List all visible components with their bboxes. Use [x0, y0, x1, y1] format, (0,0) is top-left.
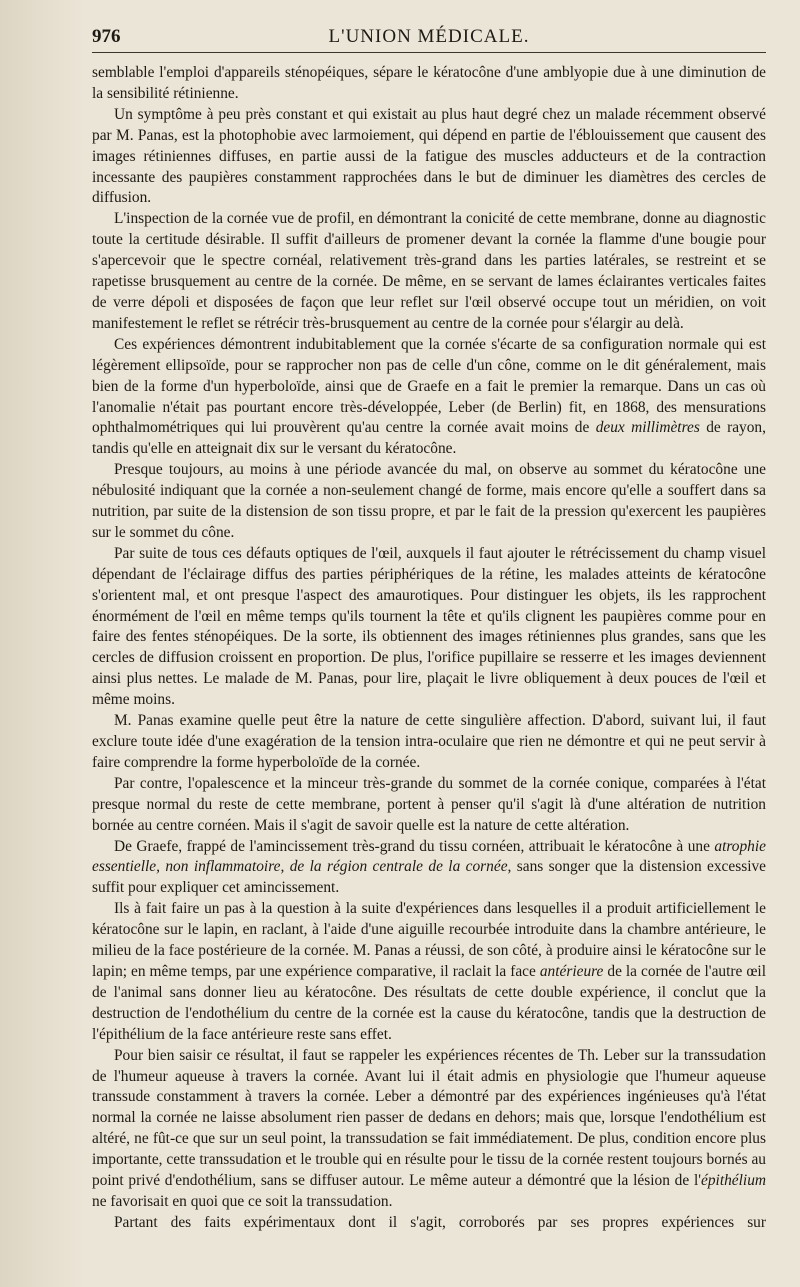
text-run: sans songer que la distension excessive suffit pour expliquer cet amincissement. [92, 858, 767, 897]
paragraph [92, 335, 766, 460]
text-run: L'inspection de la cornée vue de profil, en démontrant la conicité de cette membrane, donne au diagnostic toute la certitude désirable. Il suffit d'ailleurs de promener devant la cornée la flamme d'une bougie pour s'apercevoir que le spectre cornéal, relativement très-grand dans les parties latérales, se restreint et se rapetisse brusquement au centre de la cornée. De même, en se servant de lames éclairantes verticales faites de verre dépoli et disposées de façon que leur reflet sur l'œil observé occupe tout un méridien, on voit manifestement le reflet se rétrécir très-brusquement au centre de la cornée pour s'élargir au delà. [92, 210, 766, 332]
scan-margin-shadow [0, 0, 84, 1287]
text-run: De Graefe, frappé de l'amincissement très-grand du tissu cornéen, attribuait le kératocône à une [114, 837, 715, 855]
paragraph [92, 711, 766, 774]
italic-text: épithélium [701, 1172, 766, 1190]
page-number: 976 [92, 26, 121, 47]
paragraph [92, 105, 766, 210]
italic-text: antérieure [539, 962, 604, 980]
text-run: semblable l'emploi d'appareils sténopéiques, sépare le kératocône d'une amblyopie due à une diminution de la sensibilité rétinienne. [92, 64, 766, 102]
text-run: M. Panas examine quelle peut être la nature de cette singulière affection. D'abord, suivant lui, il faut exclure toute idée d'une exagération de la tension intra-oculaire que rien ne démontre et qui ne peut servir à faire comprendre la forme hyperboloïde de la cornée. [92, 712, 766, 771]
paragraph [92, 63, 766, 105]
paragraph [92, 774, 766, 837]
text-run: Partant des faits expérimentaux dont il s'agit, corroborés par ses propres expériences sur [114, 1213, 766, 1231]
text-run: de la cornée de l'autre œil de l'animal sans donner lieu au kératocône. Des résultats de cette double expérience, il conclut que la destruction de l'endothélium du centre de la cornée est la cause du kératocône, tandis que la destruction de l'épithélium de la face antérieure reste sans effet. [92, 962, 766, 1043]
running-title: L'UNION MÉDICALE. [328, 26, 530, 47]
text-run: de rayon, tandis qu'elle en atteignait dix sur le versant du kératocône. [92, 419, 766, 458]
paragraph [92, 460, 766, 544]
text-run: Un symptôme à peu près constant et qui existait au plus haut degré chez un malade récemment observé par M. Panas, est la photophobie avec larmoiement, qui dépend en partie de l'éblouissement que causent des images rétiniennes diffuses, en partie aussi de la fatigue des muscles adducteurs et de la contraction incessante des paupières constamment rapprochées dans le but de diminuer les diamètres des cercles de diffusion. [92, 105, 766, 207]
text-run: Pour bien saisir ce résultat, il faut se rappeler les expériences récentes de Th. Leber sur la transsudation de l'humeur aqueuse à travers la cornée. Avant lui il était admis en physiologie que l'humeur aqueuse transsude constamment à travers la cornée. Leber a démontré par des expériences ingénieuses qu'à l'état normal la cornée ne laisse absolument rien passer de dedans en dehors; mais que, lorsque l'endothélium est altéré, ne fût-ce que sur un seul point, la transsudation se fait immédiatement. De plus, condition encore plus importante, cette transsudation et le trouble qui en résulte pour le tissu de la cornée restent toujours bornés au point privé d'endothélium, sans se diffuser autour. Le même auteur a démontré que la lésion de l' [92, 1046, 766, 1190]
paragraph [92, 544, 766, 711]
text-run: ne favorisait en quoi que ce soit la transsudation. [92, 1192, 393, 1210]
paragraph [92, 1213, 766, 1234]
text-run: Par contre, l'opalescence et la minceur très-grande du sommet de la cornée conique, comparées à l'état presque normal du reste de cette membrane, portent à penser qu'il s'agit là d'une altération de nutrition bornée au centre cornéen. Mais il s'agit de savoir quelle est la nature de cette altération. [92, 774, 766, 834]
page-header [92, 18, 766, 53]
paragraph [92, 1046, 766, 1213]
paragraph [92, 209, 766, 334]
paragraph [92, 899, 766, 1045]
text-run: Ils à fait faire un pas à la question à la suite d'expériences dans lesquelles il a produit artificiellement le kératocône sur le lapin, en raclant, à l'aide d'une aiguille recourbée introduite dans la chambre antérieure, le milieu de la face postérieure de la cornée. M. Panas a réussi, de son côté, à produire ainsi le kératocône sur le lapin; en même temps, par une expérience comparative, il raclait la face [92, 900, 766, 980]
text-run: Ces expériences démontrent indubitablement que la cornée s'écarte de sa configuration normale qui est légèrement ellipsoïde, pour se rapprocher non pas de celle d'un cône, comme on le dit généralement, mais bien de la forme d'un hyperboloïde, ainsi que de Graefe en a fait le premier la remarque. Dans un cas où l'anomalie n'était pas pourtant encore très-développée, Leber (de Berlin) fit, en 1868, des mensurations ophthalmométriques qui lui prouvèrent qu'au centre la cornée avait moins de [92, 335, 766, 437]
paragraph [92, 837, 766, 900]
text-run: Par suite de tous ces défauts optiques de l'œil, auxquels il faut ajouter le rétrécissement du champ visuel dépendant de l'éclairage diffus des parties périphériques de la rétine, les malades atteints de kératocône s'orientent mal, et ont presque l'aspect des amaurotiques. Pour distinguer les objets, ils les rapprochent énormément de l'œil en même temps qu'ils tournent la tête et qu'ils clignent les paupières comme pour en faire des fentes sténopéiques. De la sorte, ils obtiennent des images rétiniennes plus grandes, sans que les cercles de diffusion croissent en proportion. De plus, l'orifice pupillaire se resserre et les images deviennent ainsi plus nettes. Le malade de M. Panas, pour lire, plaçait le livre obliquement à deux pouces de l'œil et même moins. [92, 544, 766, 709]
italic-text: atrophie essentielle, non inflammatoire, de la région centrale de la cornée, [92, 837, 766, 876]
article-body [92, 63, 766, 1234]
italic-text: deux millimètres [595, 419, 700, 437]
text-run: Presque toujours, au moins à une période avancée du mal, on observe au sommet du kératocône une nébulosité indiquant que la cornée a non-seulement changé de forme, mais encore qu'elle a souffert dans sa nutrition, par suite de la distension de son tissu propre, et par le fait de la pression qu'exercent les paupières sur le sommet du cône. [92, 461, 766, 541]
